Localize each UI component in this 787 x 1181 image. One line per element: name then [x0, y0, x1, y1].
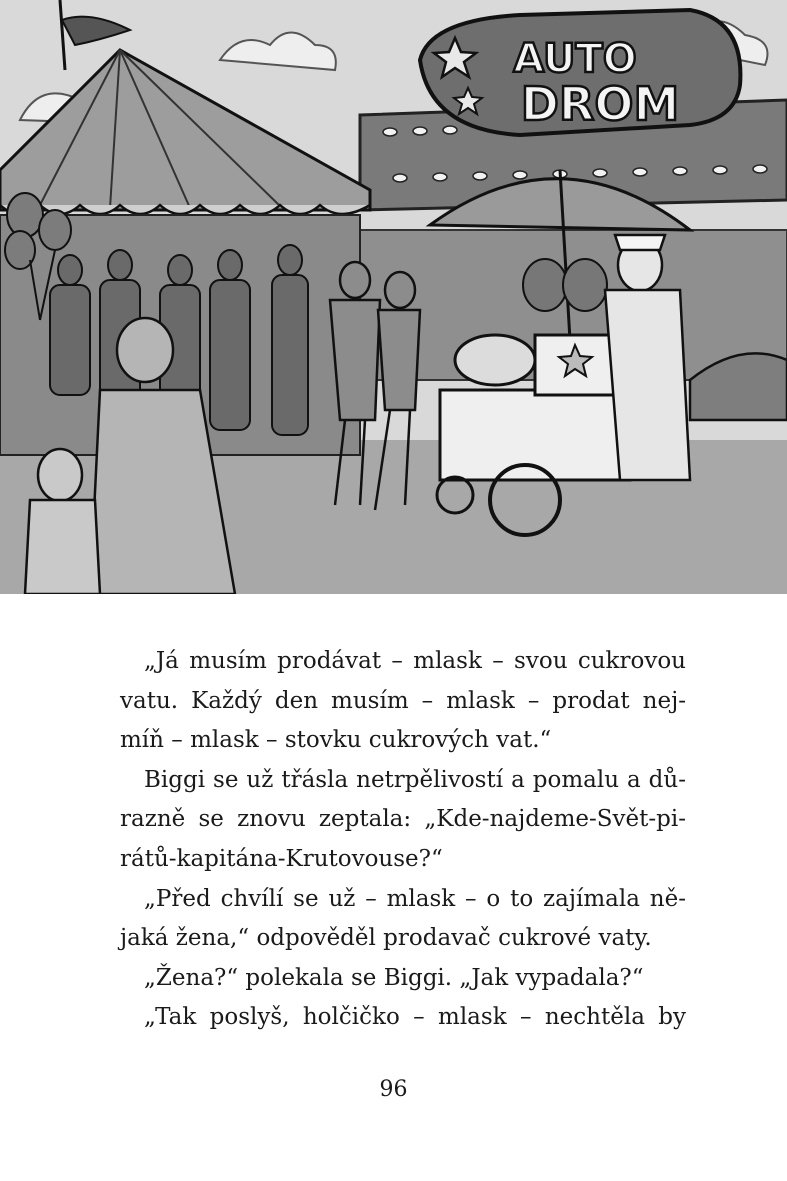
- text-line: Biggi se už třásla netrpělivostí a pomalu a dů-: [144, 766, 686, 793]
- text-line: „Před chvílí se už – mlask – o to zajímala ně-: [144, 885, 686, 912]
- paragraph-4: [120, 959, 686, 999]
- text-line: jaká žena,“ odpověděl prodavač cukrové vaty.: [120, 925, 652, 952]
- candy-machine: [455, 335, 535, 385]
- text-line: „Žena?“ polekala se Biggi. „Jak vypadala?“: [144, 964, 644, 991]
- body-text: [120, 642, 686, 1038]
- paragraph-1: [120, 642, 686, 761]
- text-line: „Tak poslyš, holčičko – mlask – nechtěla by: [144, 1004, 686, 1031]
- sign-line-2: DROM: [520, 77, 680, 131]
- text-line: „Já musím prodávat – mlask – svou cukrovou: [144, 648, 686, 674]
- text-line: rátů-kapitána-Krutovouse?“: [120, 845, 443, 872]
- sign-line-1: AUTO: [513, 36, 637, 82]
- paragraph-3: [120, 880, 686, 959]
- text-line: vatu. Každý den musím – mlask – prodat nej-: [120, 687, 686, 714]
- text-line: míň – mlask – stovku cukrových vat.“: [120, 727, 552, 754]
- text-line: razně se znovu zeptala: „Kde-najdeme-Svět-pi-: [120, 806, 686, 833]
- paragraph-5: [120, 998, 686, 1038]
- page-number: 96: [379, 1077, 408, 1102]
- paragraph-2: [120, 761, 686, 880]
